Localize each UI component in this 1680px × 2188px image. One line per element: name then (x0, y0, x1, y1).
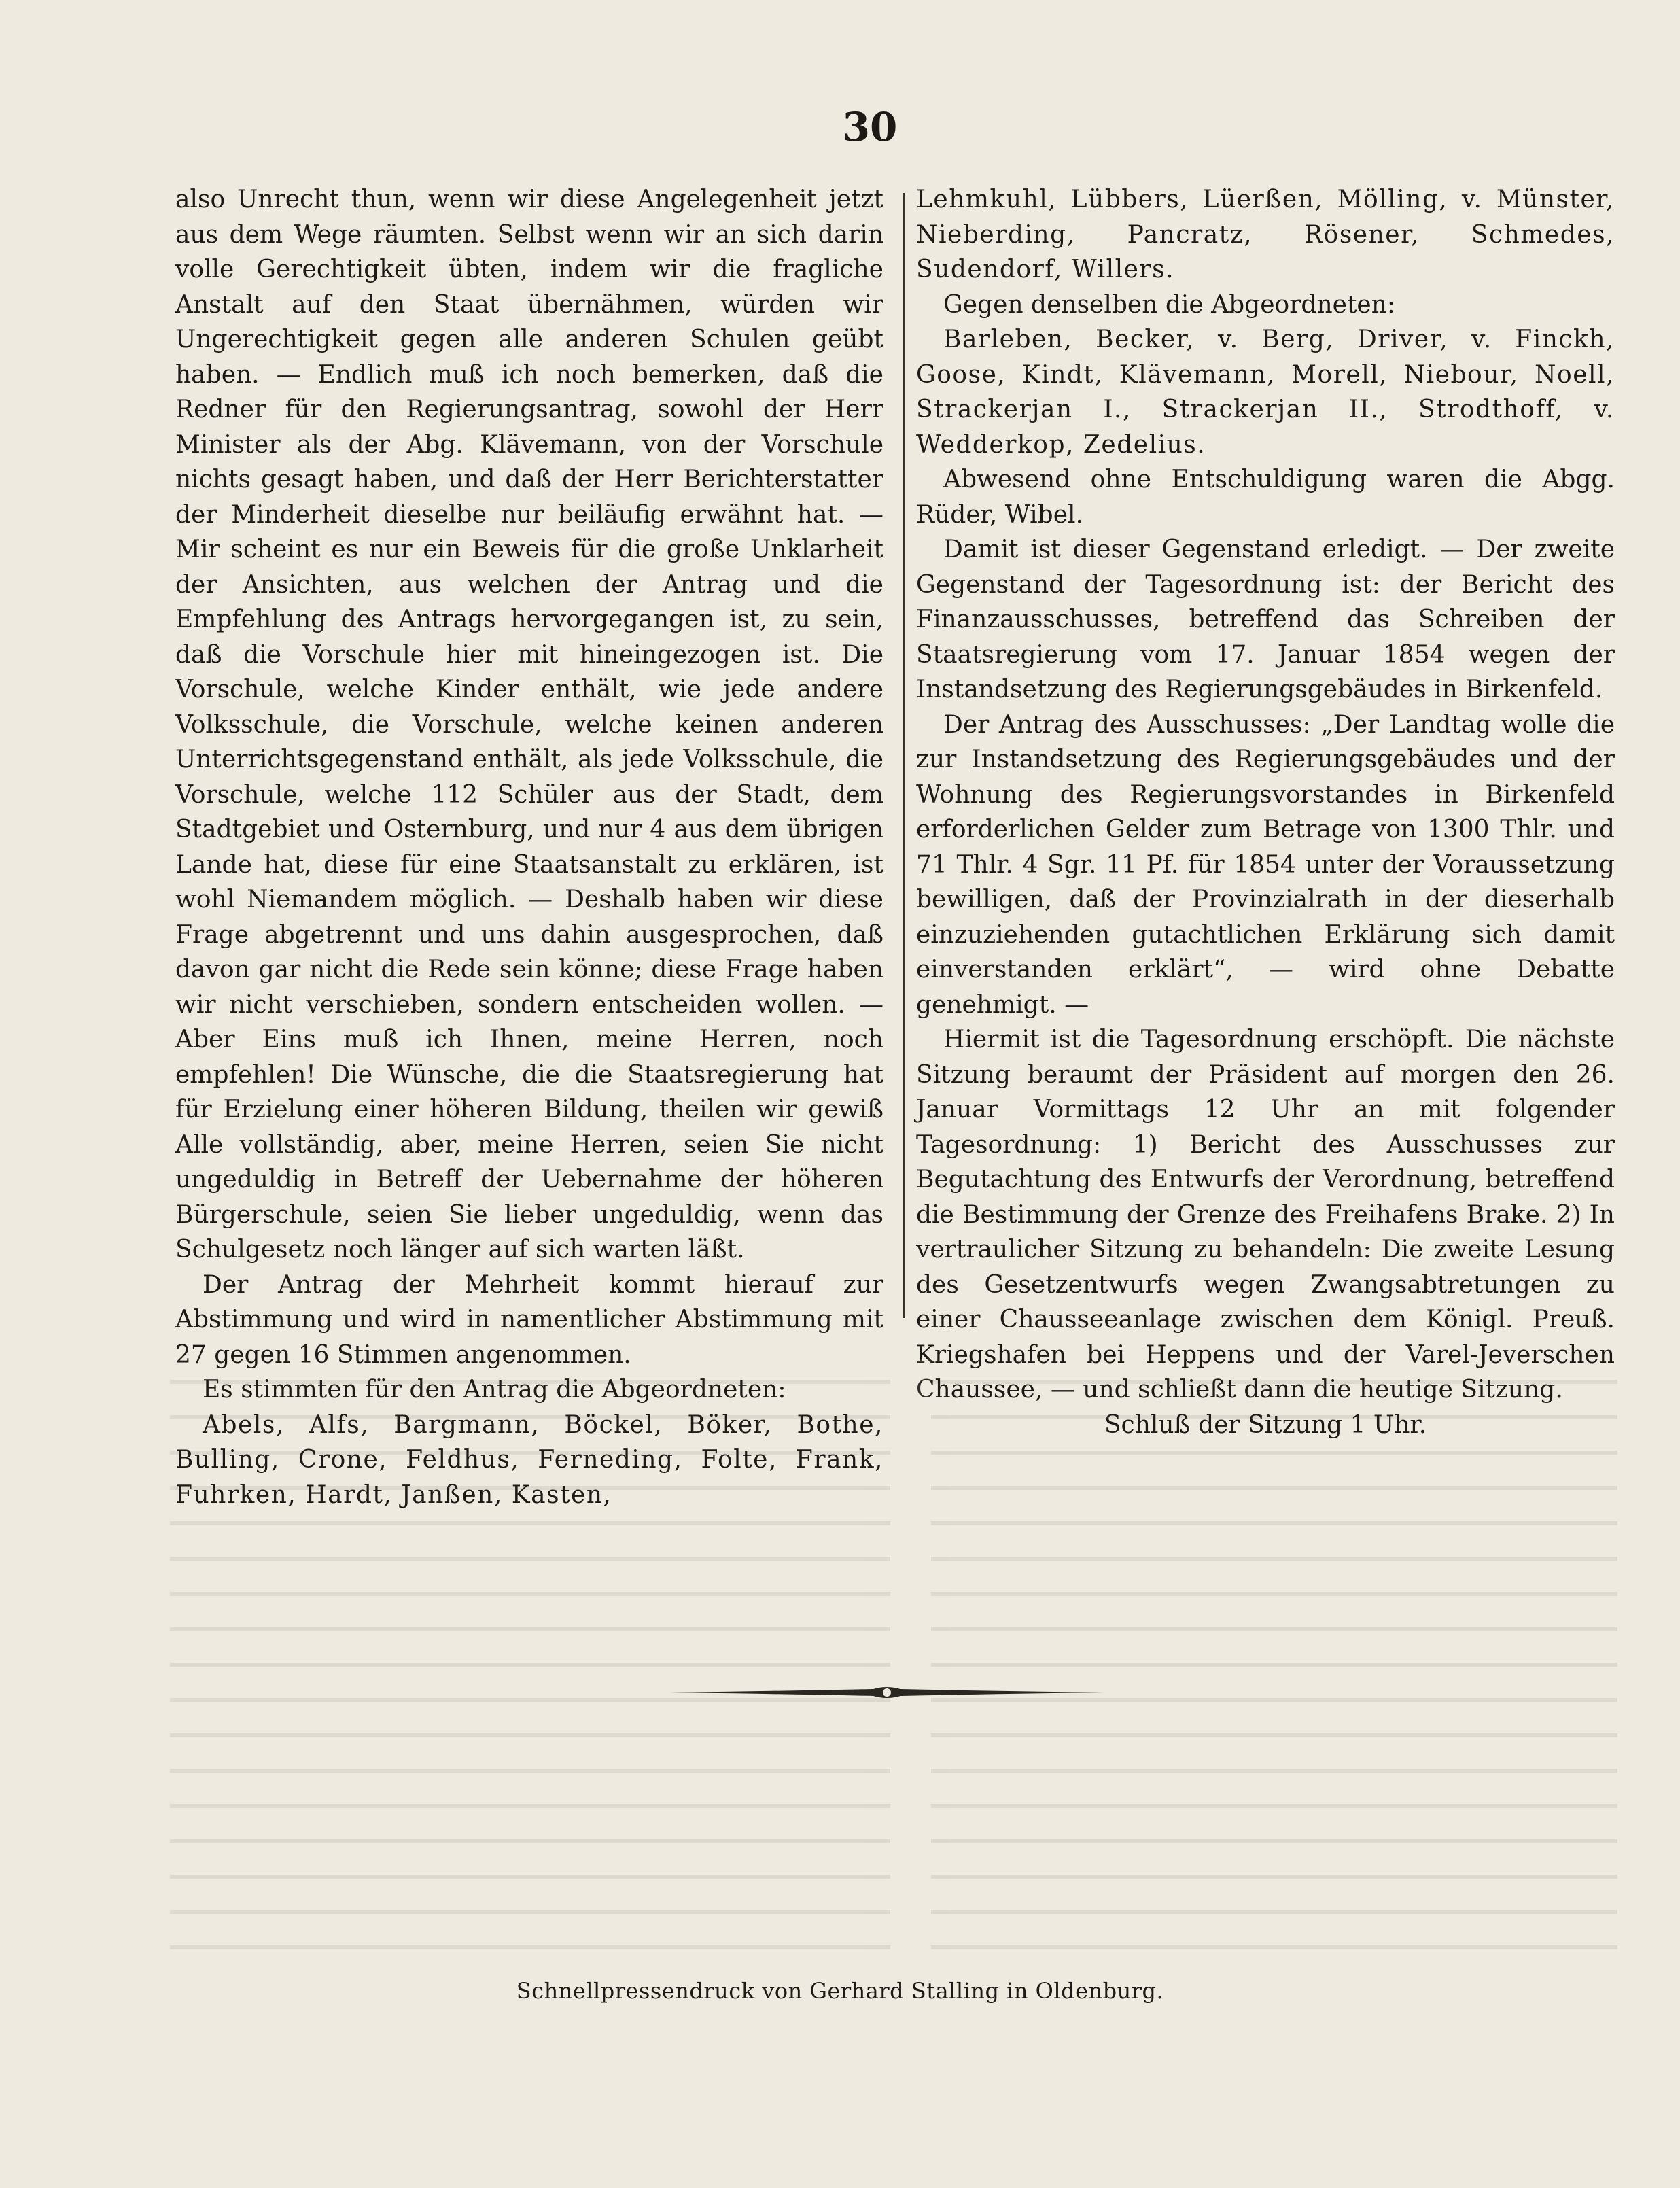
left-paragraph-vote-result: Der Antrag der Mehrheit kommt hierauf zur Abstimmung und wird in namentlicher Abstimmung mit 27 gegen 16 Stimmen angenommen. (175, 1270, 883, 1369)
right-paragraph-settled: Damit ist dieser Gegenstand erledigt. — Der zweite Gegenstand der Tagesordnung ist: der Bericht des Finanzausschusses, betreffend das Schreiben der Staatsregierung vom 17. Januar 1854 wegen der Instandsetzung des Regierungsgebäudes in Birkenfeld. (916, 536, 1615, 704)
bleed-gutter (890, 1359, 931, 1958)
names-against-list: Barleben, Becker, v. Berg, Driver, v. Finckh, Goose, Kindt, Klävemann, Morell, Niebour, Noell, Strackerjan I., Strackerjan II., Strodthoff, v. Wedderkop, Zedelius. (916, 326, 1615, 459)
page-number: 30 (842, 104, 898, 150)
right-paragraph-agenda: Hiermit ist die Tagesordnung erschöpft. Die nächste Sitzung beraumt der Präsident auf morgen den 26. Januar Vormittags 12 Uhr an mit folgender Tagesordnung: 1) Bericht des Ausschusses zur Begutachtung des Entwurfs der Verordnung, betreffend die Bestimmung der Grenze des Freihafens Brake. 2) In vertraulicher Sitzung zu behandeln: Die zweite Lesung des Gesetzentwurfs wegen Zwangsabtretungen zu einer Chausseeanlage zwischen dem Königl. Preuß. Kriegshafen bei Heppens und der Varel-Jeverschen Chaussee, — und schließt dann die heutige Sitzung. (916, 1026, 1615, 1404)
session-closing: Schluß der Sitzung 1 Uhr. (1104, 1410, 1427, 1439)
ornament-rule (669, 1682, 1104, 1703)
right-column (916, 182, 1615, 1442)
names-for-continued: Lehmkuhl, Lübbers, Lüerßen, Mölling, v. Münster, Nieberding, Pancratz, Rösener, Schmedes, Sudendorf, Willers. (916, 186, 1615, 283)
against-intro: Gegen denselben die Abgeordneten: (943, 290, 1396, 319)
printer-imprint: Schnellpressendruck von Gerhard Stalling in Oldenburg. (516, 1978, 1164, 2004)
right-paragraph-motion: Der Antrag des Ausschusses: „Der Landtag wolle die zur Instandsetzung des Regierungsgebäudes und der Wohnung des Regierungsvorstandes in Birkenfeld erforderlichen Gelder zum Betrage von 1300 Thlr. und 71 Thlr. 4 Sgr. 11 Pf. für 1854 unter der Voraussetzung bewilligen, daß der Provinzialrath in der dieserhalb einzuziehenden gutachtlichen Erklärung sich damit einverstanden erklärt“, — wird ohne Debatte genehmigt. — (916, 710, 1615, 1019)
column-divider (903, 193, 905, 1318)
left-paragraph-for-intro: Es stimmten für den Antrag die Abgeordneten: (203, 1376, 786, 1404)
left-column (175, 182, 883, 1512)
left-paragraph-1: also Unrecht thun, wenn wir diese Angelegenheit jetzt aus dem Wege räumten. Selbst wenn wir an sich darin volle Gerechtigkeit übten, indem wir die fragliche Anstalt auf den Staat übernähmen, würden wir Ungerechtigkeit gegen alle anderen Schulen geübt haben. — Endlich muß ich noch bemerken, daß die Redner für den Regierungsantrag, sowohl der Herr Minister als der Abg. Klävemann, von der Vorschule nichts gesagt haben, und daß der Herr Berichterstatter der Minderheit dieselbe nur beiläufig erwähnt hat. — Mir scheint es nur ein Beweis für die große Unklarheit der Ansichten, aus welchen der Antrag und die Empfehlung des Antrags hervorgegangen ist, zu sein, daß die Vorschule hier mit hineingezogen ist. Die Vorschule, welche Kinder enthält, wie jede andere Volksschule, die Vorschule, welche keinen anderen Unterrichtsgegenstand enthält, als jede Volksschule, die Vorschule, welche 112 Schüler aus der Stadt, dem Stadtgebiet und Osternburg, und nur 4 aus dem übrigen Lande hat, diese für eine Staatsanstalt zu erklären, ist wohl Niemandem möglich. — Deshalb haben wir diese Frage abgetrennt und uns dahin ausgesprochen, daß davon gar nicht die Rede sein könne; diese Frage haben wir nicht verschieben, sondern entscheiden wollen. — Aber Eins muß ich Ihnen, meine Herren, noch empfehlen! Die Wünsche, die die Staatsregierung hat für Erzielung einer höheren Bildung, theilen wir gewiß Alle vollständig, aber, meine Herren, seien Sie nicht ungeduldig in Betreff der Uebernahme der höheren Bürgerschule, seien Sie lieber ungeduldig, wenn das Schulgesetz noch länger auf sich warten läßt. (175, 186, 883, 1264)
absent-note: Abwesend ohne Entschuldigung waren die Abgg. Rüder, Wibel. (916, 466, 1615, 529)
names-for-list: Abels, Alfs, Bargmann, Böckel, Böker, Bothe, Bulling, Crone, Feldhus, Ferneding, Folte, Frank, Fuhrken, Hardt, Janßen, Kasten, (175, 1410, 883, 1509)
